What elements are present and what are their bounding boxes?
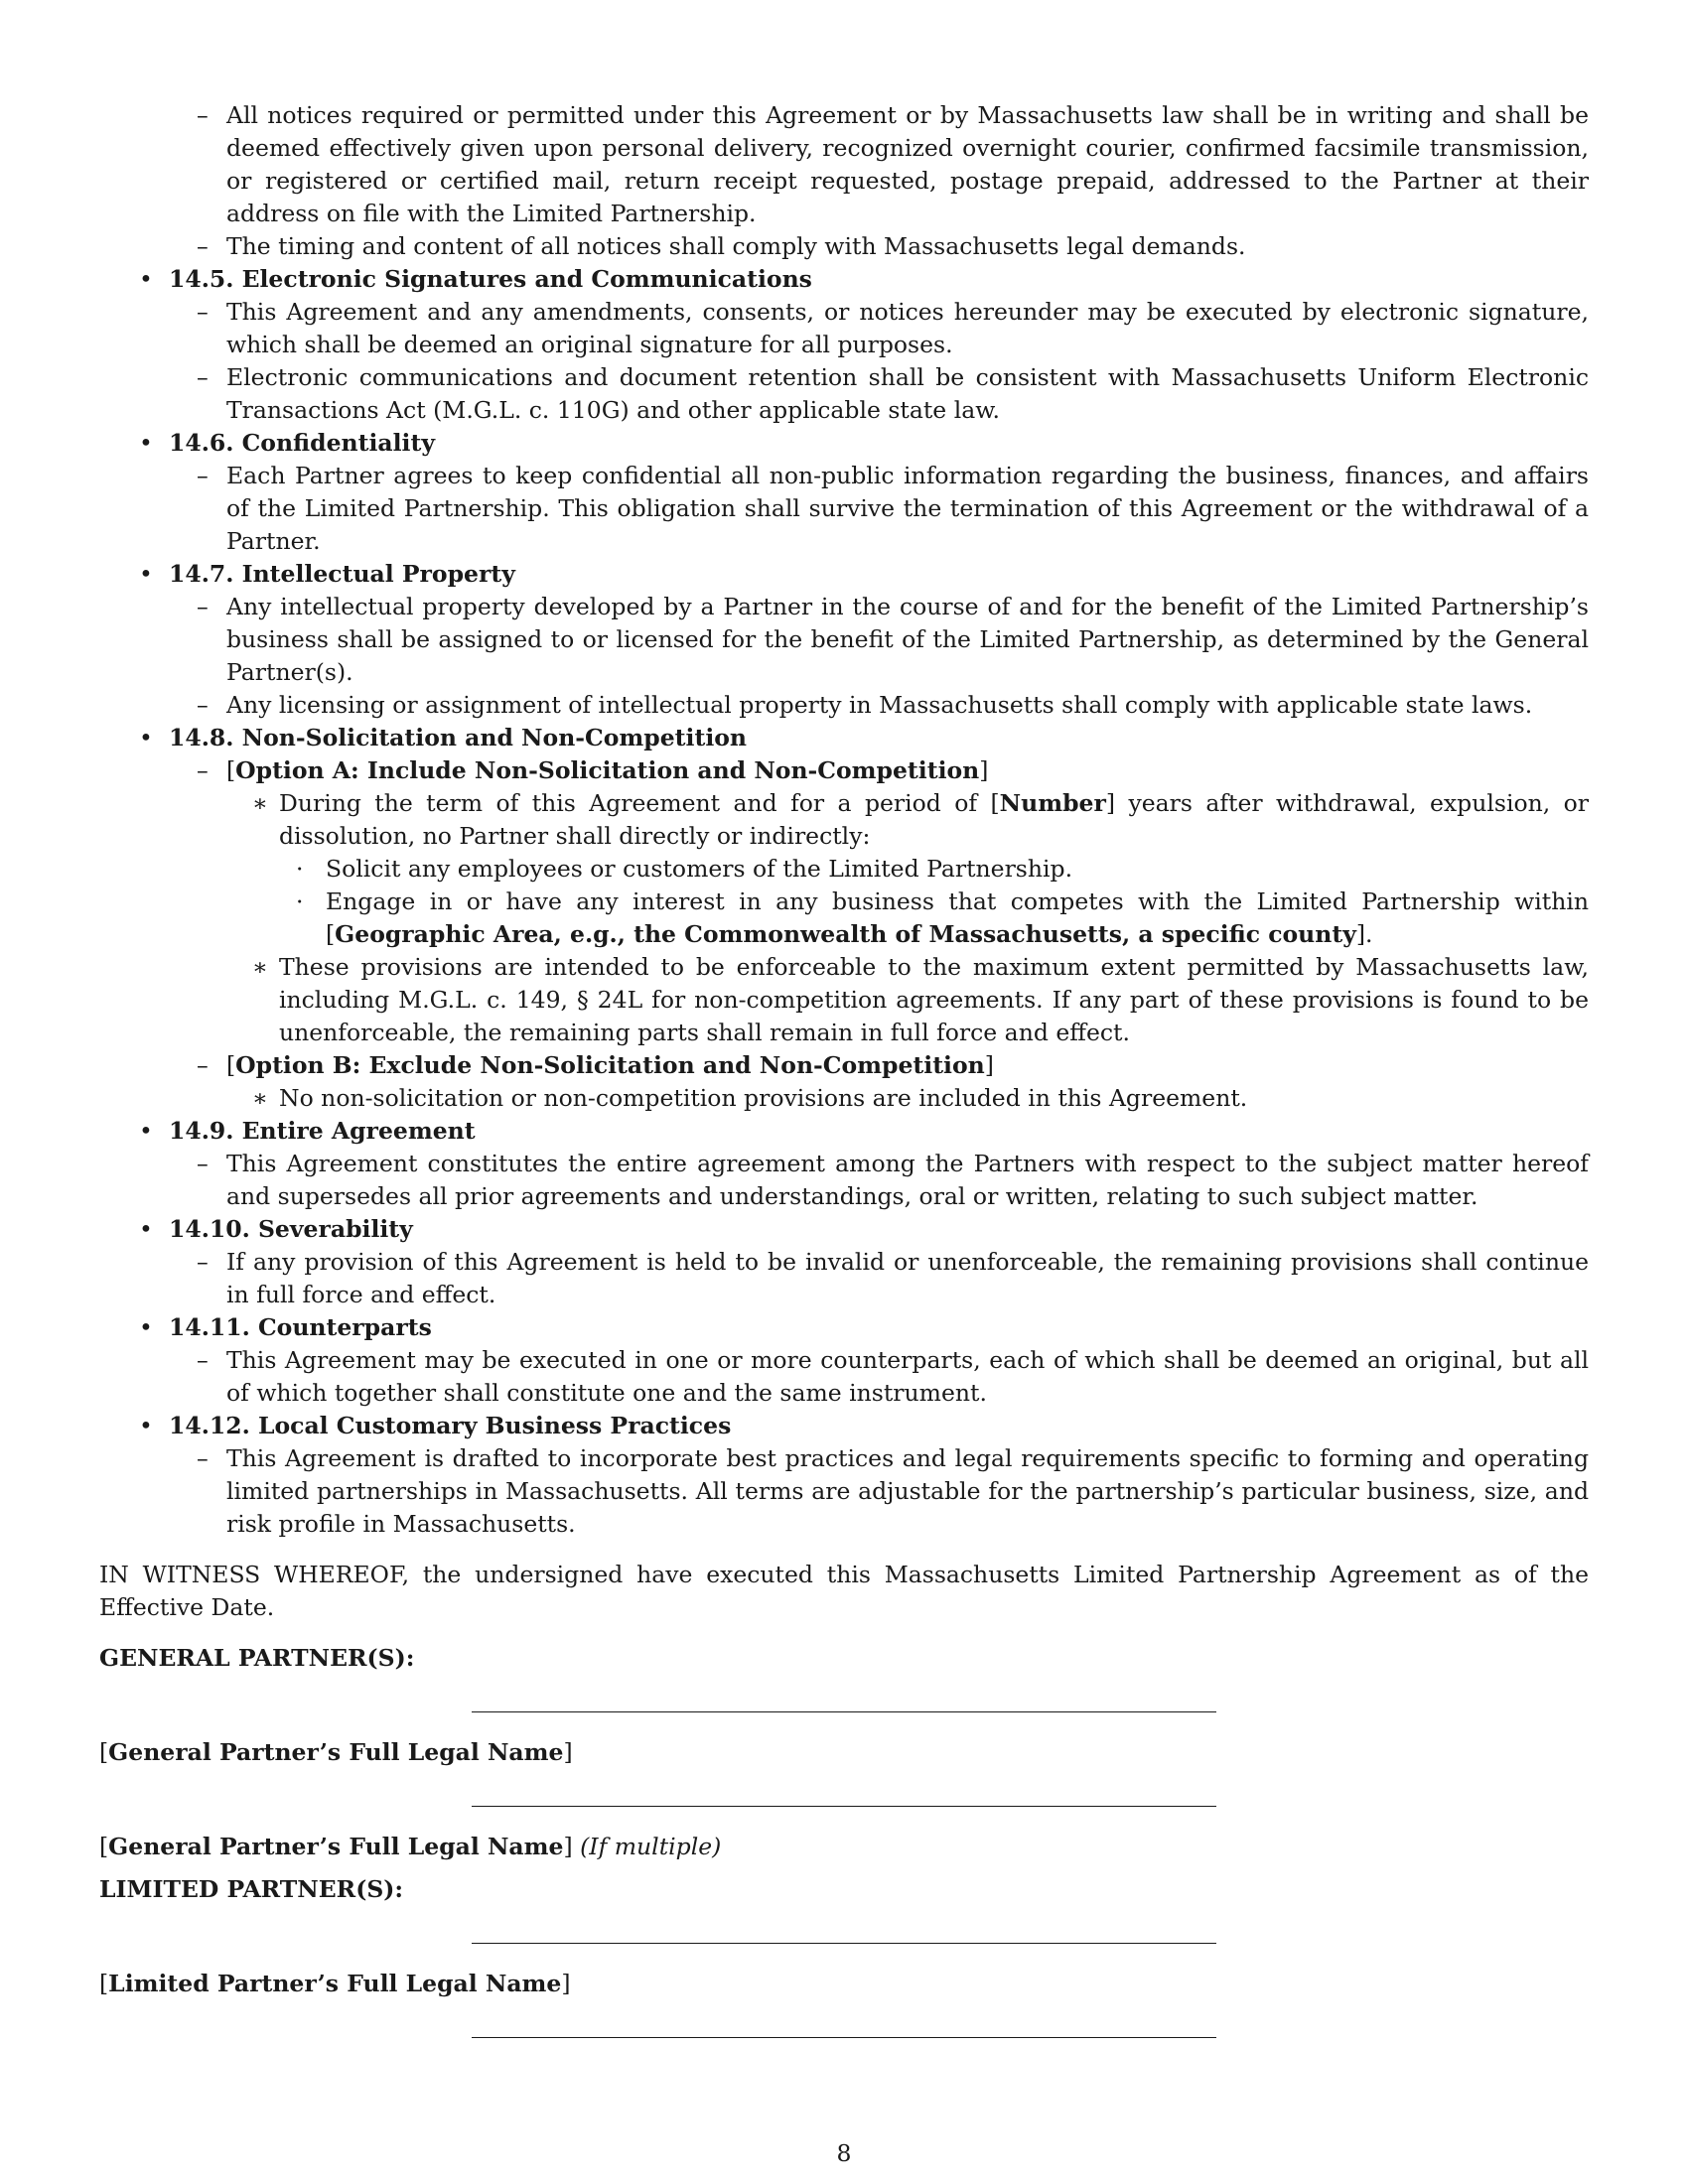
list-item-text: If any provision of this Agreement is held to be invalid or unenforceable, the remaining provisions shall continue in full force and effect. [226,1248,1589,1308]
term-placeholder: Number [999,789,1106,817]
term-text: During the term of this Agreement and for a period of [ [279,789,1000,817]
option-b-label: Option B: Exclude Non-Solicitation and Non-Competition [235,1051,985,1079]
list-item [99,1344,1589,1410]
list-item-text: Electronic communications and document retention shall be consistent with Massachusetts Uniform Electronic Transactions Act (M.G.L. c. 110G) and other applicable state law. [226,363,1589,424]
bracket-open: [ [226,756,236,784]
section-title: 14.5. Electronic Signatures and Communications [169,265,812,293]
star-marker: ∗ [252,1084,268,1112]
list-item-text: All notices required or permitted under this Agreement or by Massachusetts law shall be in writing and shall be deemed effectively given upon personal delivery, recognized overnight courier, confirmed facsimile transmission, or registered or certified mail, return receipt requested, postage prepaid, addressed to the Partner at their address on file with the Limited Partnership. [226,101,1589,227]
dash-marker: – [197,593,209,620]
page-number: 8 [836,2139,852,2167]
signature-block-limited-2 [99,2036,1589,2038]
list-item [99,1246,1589,1311]
section-title: 14.10. Severability [169,1215,413,1243]
bracket-open: [ [99,1738,109,1766]
dash-marker: – [197,1051,209,1079]
list-item [99,787,1589,853]
list-item-text: Each Partner agrees to keep confidential all non-public information regarding the business, finances, and affairs of the Limited Partnership. This obligation shall survive the termination of this Agreement or the withdrawal of a Partner. [226,462,1589,555]
dash-marker: – [197,363,209,391]
list-item-text: No non-solicitation or non-competition provisions are included in this Agreement. [279,1084,1248,1112]
section-14-7 [99,558,1589,591]
list-item [99,460,1589,558]
list-item [99,361,1589,427]
signature-block-general-2 [99,1805,1589,1863]
list-item [99,591,1589,689]
list-item-text: This Agreement may be executed in one or more counterparts, each of which shall be deemed an original, but all of which together shall constitute one and the same instrument. [226,1346,1589,1407]
signature-name [99,1968,1589,2000]
gp-name-placeholder: General Partner’s Full Legal Name [108,1738,564,1766]
bracket-close: ] [561,1970,571,1997]
bullet-marker: • [139,429,153,457]
term-text: ] years after withdrawal, expulsion, or dissolution, no Partner shall directly or indirectly: [279,789,1589,850]
list-item [99,951,1589,1049]
list-item [99,230,1589,263]
option-a-heading [99,754,1589,787]
dash-marker: – [197,1444,209,1472]
lp-name-placeholder: Limited Partner’s Full Legal Name [108,1970,562,1997]
list-item [99,853,1589,886]
signature-line [472,1710,1216,1712]
general-partners-heading: GENERAL PARTNER(S): [99,1644,415,1672]
list-item-text [326,886,1589,951]
signature-line [472,2036,1216,2038]
list-item-text: Solicit any employees or customers of the Limited Partnership. [326,855,1073,883]
signature-block-limited-1 [99,1942,1589,2000]
list-item-text: These provisions are intended to be enforceable to the maximum extent permitted by Massachusetts law, including M.G.L. c. 149, § 24L for non-competition agreements. If any part of these provisions is found to be unenforceable, the remaining parts shall remain in full force and effect. [279,953,1589,1046]
list-item-text: This Agreement is drafted to incorporate best practices and legal requirements specific to forming and operating limited partnerships in Massachusetts. All terms are adjustable for the partnership’s particular business, size, and risk profile in Massachusetts. [226,1444,1589,1538]
bullet-marker: • [139,724,153,751]
star-marker: ∗ [252,953,268,981]
list-item [99,296,1589,361]
option-a-label: Option A: Include Non-Solicitation and Non-Competition [235,756,980,784]
sections-list [99,263,1589,1541]
multiple-note: (If multiple) [580,1833,722,1860]
signature-line [472,1805,1216,1807]
dash-marker: – [197,1346,209,1374]
section-title: 14.8. Non-Solicitation and Non-Competition [169,724,748,751]
bracket-close: ] [563,1738,573,1766]
list-item [99,886,1589,951]
section-title: 14.12. Local Customary Business Practices [169,1412,732,1439]
section-14-11 [99,1311,1589,1344]
signature-block-general-1 [99,1710,1589,1769]
bullet-marker: • [139,1412,153,1439]
option-b-heading [99,1049,1589,1082]
list-item-text: The timing and content of all notices shall comply with Massachusetts legal demands. [226,232,1246,260]
bracket-close: ] [984,1051,994,1079]
notices-list [99,99,1589,263]
sub-text: Engage in or have any interest in any business that competes with the Limited Partnership within [ [326,887,1589,948]
section-14-10 [99,1213,1589,1246]
list-item [99,99,1589,230]
signature-name [99,1831,1589,1863]
section-14-5 [99,263,1589,296]
document-page [99,99,1589,2038]
list-item [99,1082,1589,1115]
section-14-12 [99,1410,1589,1442]
bullet-marker: • [139,1117,153,1145]
section-title: 14.9. Entire Agreement [169,1117,476,1145]
dash-marker: – [197,756,209,784]
section-title: 14.11. Counterparts [169,1313,432,1341]
dash-marker: – [197,1150,209,1177]
bracket-close: ] [979,756,989,784]
list-item-text [226,754,1589,787]
list-item-text [226,1049,1589,1082]
dash-marker: – [197,232,209,260]
dash-marker: – [197,298,209,326]
limited-partners-heading: LIMITED PARTNER(S): [99,1875,404,1903]
bracket-close: ] [563,1833,573,1860]
signature-name [99,1736,1589,1769]
dot-marker: · [296,887,304,915]
section-14-9 [99,1115,1589,1148]
section-14-8 [99,722,1589,754]
section-title: 14.6. Confidentiality [169,429,435,457]
bracket-open: [ [226,1051,236,1079]
list-item [99,1148,1589,1213]
signature-line [472,1942,1216,1944]
dash-marker: – [197,1248,209,1276]
bullet-marker: • [139,265,153,293]
dash-marker: – [197,462,209,489]
witness-paragraph: IN WITNESS WHEREOF, the undersigned have executed this Massachusetts Limited Partnership Agreement as of the Effective Date. [99,1561,1589,1621]
geographic-placeholder: Geographic Area, e.g., the Commonwealth of Massachusetts, a specific county [335,920,1356,948]
list-item-text: This Agreement constitutes the entire agreement among the Partners with respect to the subject matter hereof and supersedes all prior agreements and understandings, oral or written, relating to such subject matter. [226,1150,1589,1210]
bullet-marker: • [139,1313,153,1341]
dot-marker: · [296,855,304,883]
section-14-6 [99,427,1589,460]
gp-name-placeholder: General Partner’s Full Legal Name [108,1833,564,1860]
dash-marker: – [197,691,209,719]
list-item [99,1442,1589,1541]
dash-marker: – [197,101,209,129]
list-item-text: Any licensing or assignment of intellectual property in Massachusetts shall comply with applicable state laws. [226,691,1533,719]
list-item-text: Any intellectual property developed by a Partner in the course of and for the benefit of the Limited Partnership’s business shall be assigned to or licensed for the benefit of the Limited Partnership, as determined by the General Partner(s). [226,593,1589,686]
list-item-text [279,787,1589,853]
bullet-marker: • [139,560,153,588]
star-marker: ∗ [252,789,268,817]
sub-text: ]. [1355,920,1373,948]
bracket-open: [ [99,1833,109,1860]
list-item-text: This Agreement and any amendments, consents, or notices hereunder may be executed by electronic signature, which shall be deemed an original signature for all purposes. [226,298,1589,358]
section-title: 14.7. Intellectual Property [169,560,515,588]
bracket-open: [ [99,1970,109,1997]
list-item [99,689,1589,722]
bullet-marker: • [139,1215,153,1243]
